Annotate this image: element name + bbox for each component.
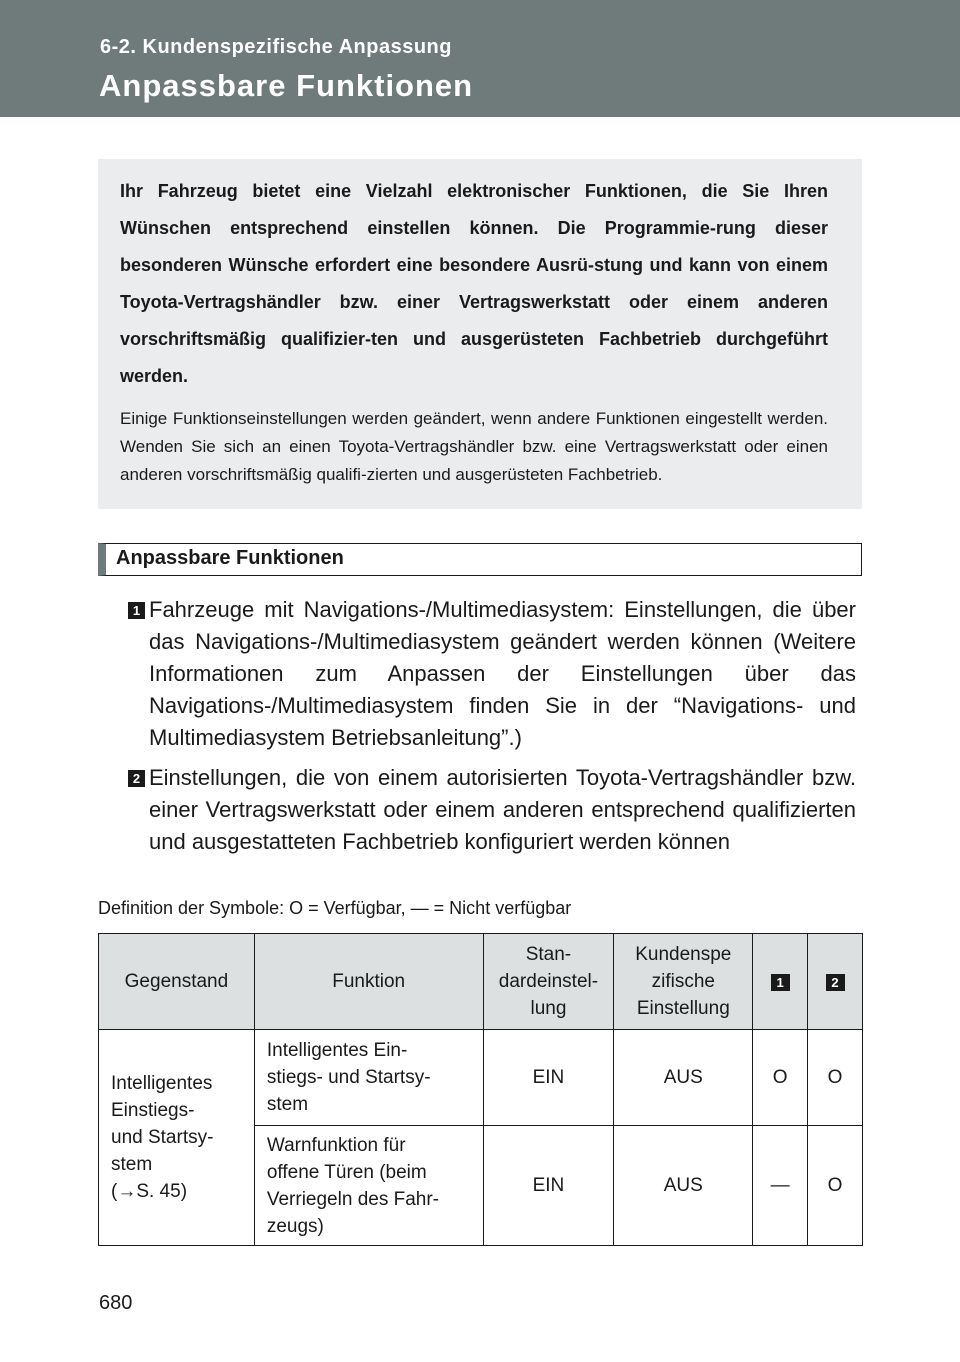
marker-1-icon: 1 — [128, 602, 145, 619]
marker-2-icon: 2 — [826, 974, 845, 991]
intro-box — [98, 159, 862, 509]
settings-table — [98, 933, 863, 1246]
header-col2 — [808, 934, 863, 1030]
list-item-text: Fahrzeuge mit Navigations-/Multimediasystem: Einstellungen, die über das Navigations-/Multimediasystem geändert werden können (Weitere Informationen zum Anpassen der Einstellungen über das Navigations-/Multimediasystem finden Sie in der “Navigations- und Multimediasystem Betriebsanleitung”.) — [149, 597, 856, 750]
function-cell: Warnfunktion für offene Türen (beim Verriegeln des Fahr- zeugs) — [254, 1126, 483, 1246]
header-item: Gegenstand — [99, 934, 255, 1030]
custom-cell: AUS — [614, 1030, 753, 1126]
chapter-title: 6-2. Kundenspezifische Anpassung — [100, 36, 452, 58]
header-custom: Kundenspe zifische Einstellung — [614, 934, 753, 1030]
list-item — [128, 594, 856, 764]
section-heading — [98, 543, 862, 576]
col2-cell: O — [808, 1030, 863, 1126]
function-cell: Intelligentes Ein- stiegs- und Startsy- stem — [254, 1030, 483, 1126]
intro-normal-text: Einige Funktionseinstellungen werden geändert, wenn andere Funktionen eingestellt werden. Wenden Sie sich an einen Toyota-Vertragshändler bzw. eine Vertragswerkstatt oder einen anderen vorschriftsmäßig qualifi-zierten und ausgerüsteten Fachbetrieb. — [120, 409, 828, 484]
intro-bold-text: Ihr Fahrzeug bietet eine Vielzahl elektronischer Funktionen, die Sie Ihren Wünschen entsprechend einstellen können. Die Programmie-rung dieser besonderen Wünsche erfordert eine besondere Ausrü-stung und kann von einem Toyota-Vertragshändler bzw. einer Vertragswerkstatt oder einem anderen vorschriftsmäßig qualifizier-ten und ausgerüsteten Fachbetrieb durchgeführt werden. — [120, 181, 828, 386]
page-number: 680 — [99, 1292, 133, 1314]
col1-cell: — — [753, 1126, 808, 1246]
list-item — [128, 762, 856, 892]
symbol-legend: Definition der Symbole: O = Verfügbar, — = Nicht verfügbar — [98, 898, 572, 918]
list-item-text: Einstellungen, die von einem autorisierten Toyota-Vertragshändler bzw. einer Vertragswerkstatt oder einem anderen entsprechend qualifizierten und ausgestatteten Fachbetrieb konfiguriert werden können — [149, 765, 856, 854]
table-row — [99, 1030, 863, 1126]
header-col1 — [753, 934, 808, 1030]
page-header — [0, 0, 960, 117]
default-cell: EIN — [483, 1126, 614, 1246]
group-cell: Intelligentes Einstiegs- und Startsy- stem (→S. 45) — [99, 1030, 255, 1246]
col1-cell: O — [753, 1030, 808, 1126]
header-default: Stan- dardeinstel- lung — [483, 934, 614, 1030]
section-title: Anpassbare Funktionen — [116, 547, 344, 569]
table-header-row — [99, 934, 863, 1030]
page-title: Anpassbare Funktionen — [99, 68, 474, 103]
header-function: Funktion — [254, 934, 483, 1030]
col2-cell: O — [808, 1126, 863, 1246]
default-cell: EIN — [483, 1030, 614, 1126]
marker-1-icon: 1 — [771, 974, 790, 991]
marker-2-icon: 2 — [128, 770, 145, 787]
custom-cell: AUS — [614, 1126, 753, 1246]
